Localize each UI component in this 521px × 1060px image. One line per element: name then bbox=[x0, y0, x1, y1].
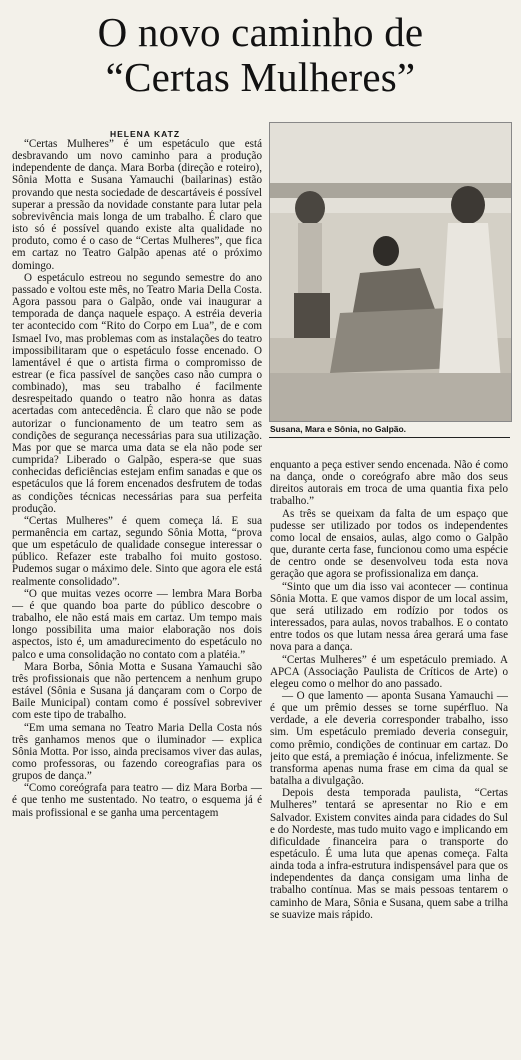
article-column-2 bbox=[270, 459, 508, 1054]
paragraph: Mara Borba, Sônia Motta e Susana Yamauchi são três profissionais que não pertencem a nenhum grupo estável (Sônia e Susana já dançaram com o Corpo de Baile Municipal) contam como é possível sobreviver com este tipo de trabalho. bbox=[12, 660, 262, 722]
paragraph: As três se queixam da falta de um espaço que pudesse ser utilizado por todos os independentes como local de ensaios, aulas, algo como o Galpão que, durante certa fase, funcionou como uma espécie de centro onde se desenvolveu toda esta nova geração que agora se profissionaliza em dança. bbox=[270, 507, 508, 581]
paragraph: “Em uma semana no Teatro Maria Della Costa nós três ganhamos menos que o iluminador — explica Sônia Motta. Por isso, ainda precisamos viver das aulas, como professoras, ou fazendo coreografias para os grupos de dança.” bbox=[12, 721, 262, 783]
paragraph: O espetáculo estreou no segundo semestre do ano passado e voltou este mês, no Teatro Maria Della Costa. Agora passou para o Galpão, onde vai inaugurar a temporada de dança naquele espaço. A estréia deveria ter acontecido com “Rito do Corpo em Lua”, de e com Ismael Ivo, mas problemas com as instalações do teatro impossibilitaram que o espetáculo fosse encenado. O lamentável é que o artista firma o compromisso de estrear (e fica passível de sanções caso não cumpra o combinado), mas seu trabalho é facilmente desrespeitado quando o teatro não honra as datas acertadas com antecedência. É claro que não se pode autorizar o funcionamento de um teatro sem as condições de segurança necessárias para sua utilização. Mas por que se marca uma data se ela não pode ser cumprida? Liberado o Galpão, espera-se que suas conhecidas deficiências estejam enfim sanadas e que os espetáculos que lá forem encenados desfrutem de todas as condições técnicas necessárias para sua perfeita produção. bbox=[12, 271, 262, 515]
paragraph: “Certas Mulheres” é um espetáculo que está desbravando um novo caminho para a produção independente de dança. Mara Borba (direção e roteiro), Sônia Motta e Susana Yamauchi (bailarinas) estão provando que nesta sociedade de descartáveis é possível superar a pressão da novidade constante para lutar pela sobrevivência mais longa de um trabalho. É claro que isto só é possível quando existe alta qualidade no produto, como é o caso de “Certas Mulheres”, que fica em cartaz no Teatro Galpão apenas até o próximo domingo. bbox=[12, 138, 262, 272]
headline-line-1: O novo caminho de bbox=[97, 9, 424, 55]
paragraph: “O que muitas vezes ocorre — lembra Mara Borba — é que quando boa parte do público descobre o trabalho, ele não está mais em cartaz. Um tempo mais longo possibilita uma maior elaboração nos dois aspectos, isto é, um amadurecimento do espetáculo no palco e uma consolidação no contato com a platéia.” bbox=[12, 587, 262, 661]
column-divider bbox=[269, 437, 510, 438]
headline-line-2: “Certas Mulheres” bbox=[105, 54, 416, 100]
paragraph: Depois desta temporada paulista, “Certas Mulheres” tentará se apresentar no Rio e em Salvador. Existem convites ainda para cidades do Sul e do Nordeste, mas tudo muito vago e implicando em dificuldade financeira para o transporte do espetáculo. É uma luta que apenas começa. Falta ainda toda a infra-estrutura indispensável para que os independentes da dança consigam uma linha de trabalho contínua. Mas se mais pessoas tentarem o caminho de Mara, Sônia e Susana, quem sabe a trilha se suavize mais rápido. bbox=[270, 787, 508, 921]
article-photo bbox=[269, 122, 512, 422]
paragraph: “Sinto que um dia isso vai acontecer — continua Sônia Motta. E que vamos dispor de um local assim, que será utilizado em rodízio por todos os interessados, para aulas, novos trabalhos. E o contato entre todos os que lutam nessa área gerará uma fase nova para a dança. bbox=[270, 580, 508, 654]
paragraph: “Certas Mulheres” é um espetáculo premiado. A APCA (Associação Paulista de Críticos de Arte) o elegeu como o melhor do ano passado. bbox=[270, 653, 508, 690]
article-column-1 bbox=[12, 138, 262, 1053]
byline: HELENA KATZ bbox=[110, 129, 181, 139]
headline bbox=[0, 10, 521, 100]
paragraph: — O que lamento — aponta Susana Yamauchi — é que um prêmio desses se torne supérfluo. Na verdade, a ele deveria corresponder trabalho, isso sim. Um espetáculo premiado deveria conseguir, como prêmio, condições de continuar em cartaz. Do jeito que está, a premiação é inócua, infelizmente. Se transforma apenas numa frase em cima da qual se batalha a divulgação. bbox=[270, 689, 508, 788]
paragraph-continued: enquanto a peça estiver sendo encenada. Não é como na dança, onde o coreógrafo abre mão dos seus direitos autorais em troca de uma quantia fixa pelo trabalho.” bbox=[270, 459, 508, 508]
photo-caption: Susana, Mara e Sônia, no Galpão. bbox=[270, 424, 407, 434]
paragraph: “Como coreógrafa para teatro — diz Mara Borba — é que tenho me sustentado. No teatro, o esquema já é mais profissional e se ganha uma percentagem bbox=[12, 782, 262, 819]
paragraph: “Certas Mulheres” é quem começa lá. E sua permanência em cartaz, segundo Sônia Motta, “prova que um espetáculo de qualidade consegue interessar o público. Refazer este trabalho foi muito gostoso. Pudemos sugar o máximo dele. Sinto que agora ele está realmente consolidado”. bbox=[12, 514, 262, 588]
